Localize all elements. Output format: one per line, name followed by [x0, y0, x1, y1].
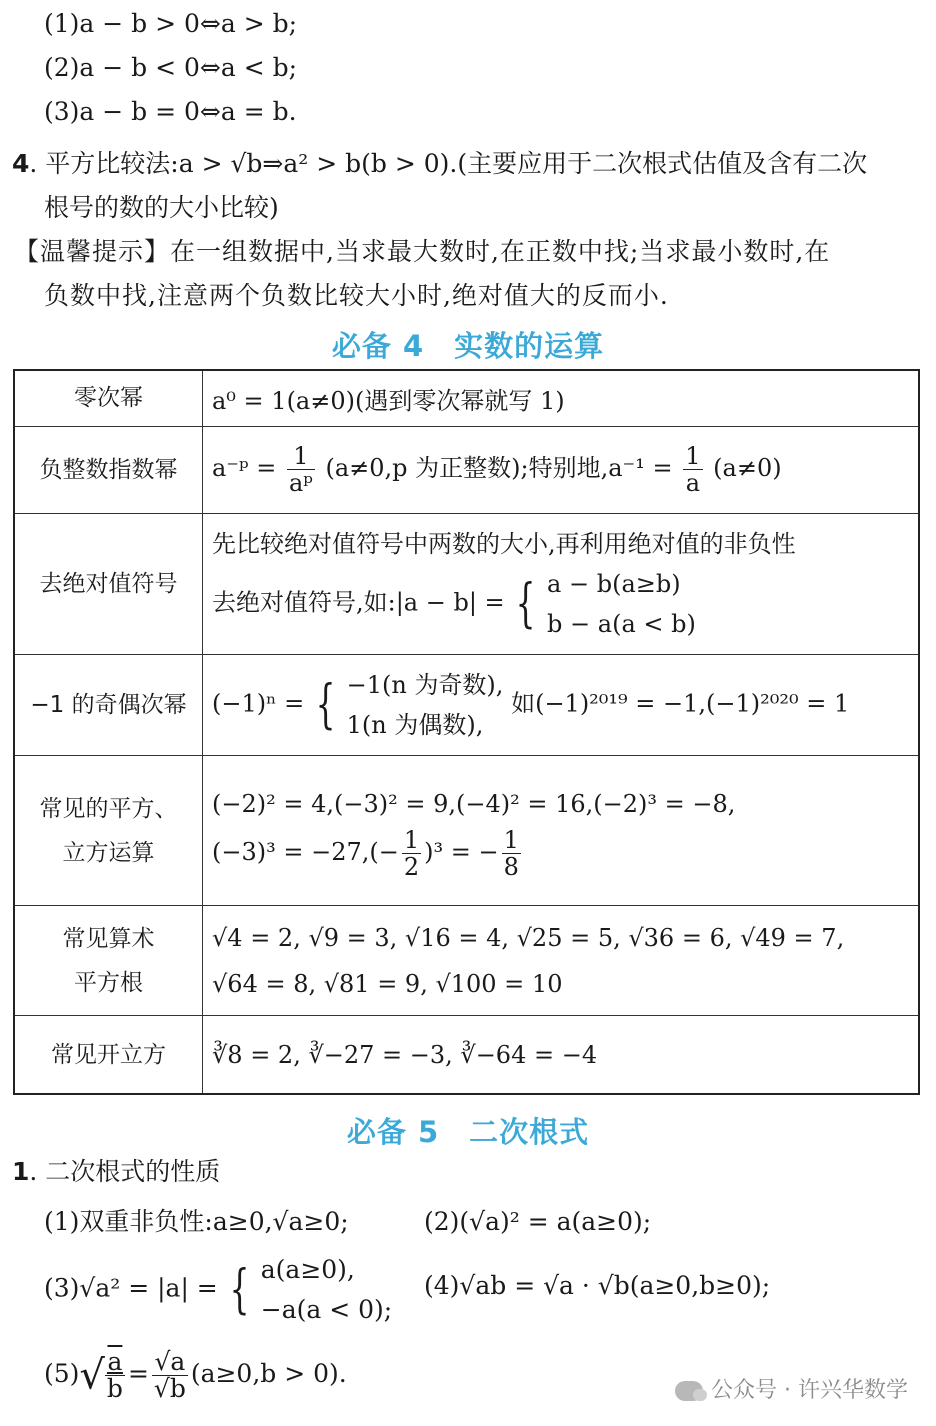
neg-exp-tail: (a≠0) [713, 454, 782, 483]
row-content-absolute-value [203, 513, 920, 654]
abs-prefix: 去绝对值符号,如:|a − b| = [212, 588, 505, 617]
section-5-title: 必备 5 二次根式 [346, 1115, 590, 1149]
row-content-squares-cubes [203, 755, 920, 905]
left-brace: { [515, 573, 536, 634]
case-1: a(a≥0), [260, 1255, 355, 1284]
radical-icon: √ [79, 1352, 105, 1399]
table-row [14, 1016, 919, 1094]
inequality-line-1: (1)a − b > 0⇔a > b; [44, 9, 298, 38]
section-4-title: 必备 4 实数的运算 [331, 329, 605, 363]
row-content-neg-one-power [203, 654, 920, 755]
neg-one-lhs: (−1)ⁿ = [212, 689, 305, 718]
table-row [14, 654, 919, 755]
left-brace: { [315, 674, 336, 735]
case-1: −1(n 为奇数), [346, 670, 504, 699]
inequality-line-3: (3)a − b = 0⇔a = b. [44, 97, 297, 126]
fraction-numerator: 1 [685, 442, 701, 471]
property-3-cases [261, 1250, 392, 1330]
fraction-numerator: 1 [403, 826, 420, 855]
fraction-denominator: b [106, 1374, 123, 1403]
head-line-1: 常见的平方、 [39, 795, 178, 822]
fraction-one-eighth [502, 827, 521, 880]
roots-line-2: √64 = 8, √81 = 9, √100 = 10 [212, 969, 563, 998]
roots-line-1: √4 = 2, √9 = 3, √16 = 4, √25 = 5, √36 = 6, √49 = 7, [212, 923, 845, 952]
squares-line-1: (−2)² = 4,(−3)² = 9,(−4)² = 16,(−2)³ = −8, [212, 790, 736, 819]
property-5 [44, 1346, 347, 1404]
item-1-heading [12, 1156, 220, 1188]
fraction-a-over-b [105, 1349, 125, 1402]
row-head-squares-cubes [14, 755, 203, 905]
cubes-part-b: )³ = − [424, 838, 499, 867]
item-4-line-2: 根号的数的大小比较) [44, 193, 279, 222]
row-head-negative-exponent: 负整数指数幂 [14, 426, 203, 513]
row-head-zero-power: 零次幂 [14, 370, 203, 426]
row-content-negative-exponent [203, 426, 920, 513]
fraction-sqrt-a-over-sqrt-b [152, 1349, 188, 1402]
head-line-2: 平方根 [74, 969, 143, 996]
table-row [14, 370, 919, 426]
item-1-title: . 二次根式的性质 [29, 1157, 221, 1186]
wechat-icon [675, 1381, 703, 1401]
table-row [14, 755, 919, 905]
table-row [14, 426, 919, 513]
item-4-text: . 平方比较法:a > √b⇒a² > b(b > 0).(主要应用于二次根式估值及含有二次 [29, 149, 868, 178]
fraction-numerator: √a [152, 1349, 188, 1376]
real-number-operations-table [13, 369, 920, 1095]
watermark-text: 公众号 · 许兴华数学 [711, 1378, 908, 1403]
abs-line-1: 先比较绝对值符号中两数的大小,再利用绝对值的非负性 [212, 529, 796, 558]
watermark [675, 1373, 908, 1404]
item-1-number: 1 [12, 1157, 30, 1186]
cubes-part-a: (−3)³ = −27,(− [212, 838, 399, 867]
fraction-1-over-a [683, 443, 702, 496]
head-line-1: 常见算术 [62, 925, 155, 952]
squares-line-2 [212, 827, 918, 880]
row-head-neg-one-power: −1 的奇偶次幂 [14, 654, 203, 755]
property-5-lhs: (5) [44, 1359, 80, 1388]
fraction-numerator: 1 [287, 443, 315, 470]
fraction-numerator: 1 [503, 826, 519, 855]
fraction-numerator: a [105, 1349, 125, 1376]
row-head-cube-roots: 常见开立方 [14, 1016, 203, 1094]
item-4-number: 4 [12, 149, 30, 178]
property-1: (1)双重非负性:a≥0,√a≥0; [44, 1207, 349, 1236]
fraction-denominator: 2 [403, 853, 420, 882]
property-3-lhs: (3)√a² = |a| = [44, 1273, 218, 1303]
abs-cases [547, 564, 696, 644]
left-brace: { [229, 1260, 250, 1320]
property-2: (2)(√a)² = a(a≥0); [424, 1207, 652, 1236]
fraction-1-over-a-p [287, 443, 315, 496]
fraction-one-half [402, 827, 421, 880]
fraction-denominator: √b [153, 1374, 186, 1403]
row-content-cube-roots: ∛8 = 2, ∛−27 = −3, ∛−64 = −4 [203, 1016, 920, 1094]
neg-one-cases [347, 665, 504, 745]
abs-line-2 [212, 564, 918, 644]
table-row [14, 513, 919, 654]
neg-exp-lhs: a⁻ᵖ = [212, 454, 277, 483]
case-2: b − a(a < b) [547, 609, 696, 638]
row-content-zero-power: a⁰ = 1(a≠0)(遇到零次幂就写 1) [203, 370, 920, 426]
row-head-absolute-value: 去绝对值符号 [14, 513, 203, 654]
item-4-line-1 [12, 148, 867, 180]
inequality-line-2: (2)a − b < 0⇔a < b; [44, 53, 298, 82]
property-4: (4)√ab = √a · √b(a≥0,b≥0); [424, 1271, 771, 1300]
equals-sign: = [127, 1359, 149, 1388]
property-3 [44, 1250, 392, 1330]
case-2: 1(n 为偶数), [346, 710, 484, 739]
tip-line-2: 负数中找,注意两个负数比较大小时,绝对值大的反而小. [44, 281, 669, 310]
neg-one-tail: 如(−1)²⁰¹⁹ = −1,(−1)²⁰²⁰ = 1 [511, 689, 850, 718]
head-line-2: 立方运算 [62, 839, 155, 866]
fraction-denominator: 8 [503, 853, 519, 882]
row-content-square-roots [203, 906, 920, 1016]
property-5-tail: (a≥0,b > 0). [190, 1359, 347, 1388]
table-row [14, 906, 919, 1016]
fraction-denominator: aᵖ [288, 469, 313, 498]
case-2: −a(a < 0); [260, 1295, 393, 1324]
tip-line-1: 【温馨提示】在一组数据中,当求最大数时,在正数中找;当求最小数时,在 [14, 237, 831, 266]
fraction-denominator: a [685, 469, 701, 498]
neg-exp-mid: (a≠0,p 为正整数);特别地,a⁻¹ = [325, 454, 673, 483]
case-1: a − b(a≥b) [547, 569, 681, 598]
row-head-square-roots [14, 906, 203, 1016]
